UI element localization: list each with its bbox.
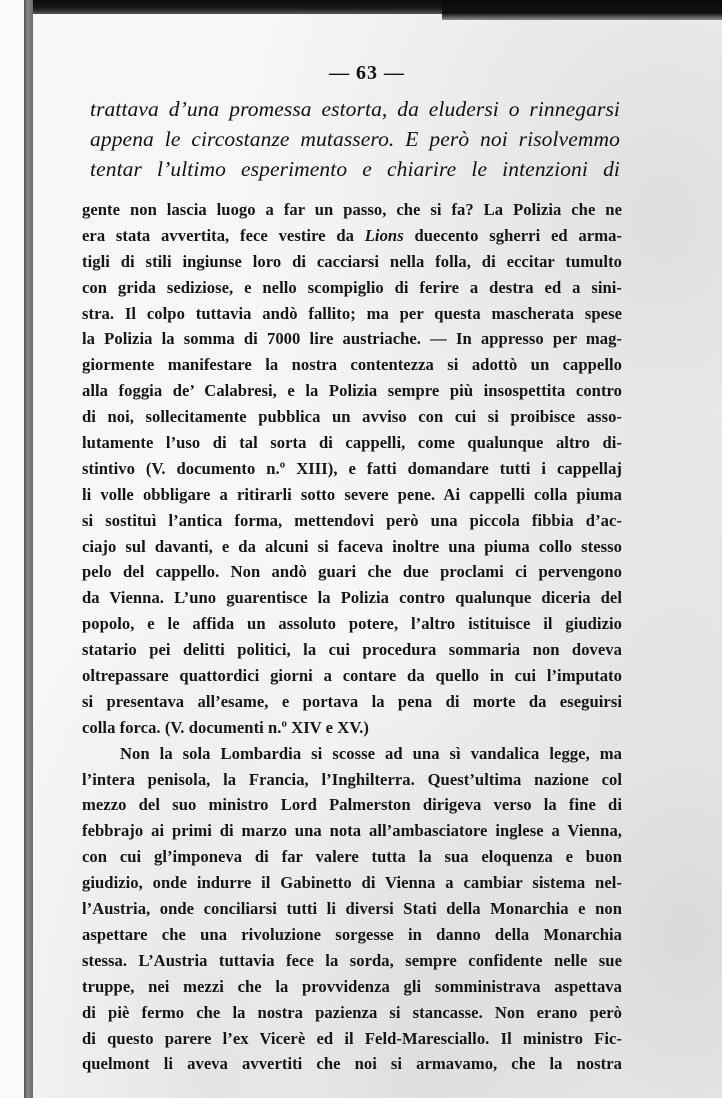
body-line: stintivo (V. documento n.º XIII), e fatti domandare tutti i cappellaj — [82, 458, 622, 478]
body-line: febbrajo ai primi di marzo una nota all’ambasciatore inglese a Vienna, — [82, 821, 622, 841]
italic-term: Lions — [364, 225, 404, 245]
body-text — [82, 197, 622, 1077]
body-line: di questo parere l’ex Vicerè ed il Feld-Maresciallo. Il ministro Fic- — [82, 1028, 622, 1048]
body-line: quelmont li aveva avvertiti che noi si armavamo, che la nostra — [82, 1054, 622, 1074]
body-line: colla forca. (V. documenti n.º XIV e XV.) — [82, 717, 370, 737]
body-line: la Polizia la somma di 7000 lire austriache. — In appresso per mag- — [82, 329, 622, 349]
body-line: statario pei delitti politici, la cui procedura sommaria non doveva — [82, 640, 622, 660]
body-line: stra. Il colpo tuttavia andò fallito; ma per questa mascherata spese — [82, 303, 622, 323]
body-line: si sostituì l’antica forma, mettendovi però una piccola fibbia d’ac- — [82, 510, 622, 530]
italic-passage — [90, 94, 620, 184]
body-line: truppe, nei mezzi che la provvidenza gli somministrava aspettava — [82, 976, 622, 996]
italic-line: trattava d’una promessa estorta, da eludersi o rinnegarsi — [90, 97, 620, 121]
body-line: alla foggia de’ Calabresi, e la Polizia sempre più insospettita contro — [82, 381, 622, 401]
body-line: mezzo del suo ministro Lord Palmerston dirigeva verso la fine di — [82, 795, 622, 815]
body-line: era stata avvertita, fece vestire da Lions duecento sgherri ed arma- — [82, 225, 622, 245]
body-line: l’Austria, onde conciliarsi tutti li diversi Stati della Monarchia e non — [82, 899, 622, 919]
scan-left-margin — [0, 0, 24, 1098]
body-line: giudizio, onde indurre il Gabinetto di Vienna a cambiar sistema nel- — [82, 873, 622, 893]
body-line: giormente manifestare la nostra contentezza si adottò un cappello — [82, 355, 622, 375]
scan-top-border — [0, 0, 722, 14]
body-line: si presentava all’esame, e portava la pena di morte da eseguirsi — [82, 691, 622, 711]
body-line: pelo del cappello. Non andò guari che due proclami ci pervengono — [82, 562, 622, 582]
body-line: di noi, sollecitamente pubblica un avviso con cui si proibisce asso- — [82, 407, 622, 427]
body-line: gente non lascia luogo a far un passo, che si fa? La Polizia che ne — [82, 200, 622, 219]
italic-line: appena le circostanze mutassero. E però noi risolvemmo — [90, 127, 620, 151]
book-spine-shadow — [24, 0, 33, 1098]
body-line: ciajo sul davanti, e da alcuni si faceva inoltre una piuma collo stesso — [82, 536, 622, 556]
body-line: li volle obbligare a ritirarli sotto severe pene. Ai cappelli colla piuma — [82, 484, 622, 504]
italic-line: tentar l’ultimo esperimento e chiarire le intenzioni di — [90, 157, 620, 181]
body-line: l’intera penisola, la Francia, l’Inghilterra. Quest’ultima nazione col — [82, 769, 622, 789]
body-line: lutamente l’uso di tal sorta di cappelli, come qualunque altro di- — [82, 433, 622, 453]
body-line: da Vienna. L’uno guarentisce la Polizia contro qualunque diceria del — [82, 588, 622, 608]
body-line: oltrepassare quattordici giorni a contare da quello in cui l’imputato — [82, 666, 622, 686]
paragraph-first-line: Non la sola Lombardia si scosse ad una sì vandalica legge, ma — [120, 743, 622, 763]
body-line: con cui gl’imponeva di far valere tutta la sua eloquenza e buon — [82, 847, 622, 867]
body-line: stessa. L’Austria tuttavia fece la sorda, sempre confidente nelle sue — [82, 950, 622, 970]
body-line: aspettare che una rivoluzione sorgesse in danno della Monarchia — [82, 924, 622, 944]
page-number: — 63 — — [329, 62, 405, 84]
body-line: di piè fermo che la nostra pazienza si stancasse. Non erano però — [82, 1002, 622, 1022]
body-line: con grida sediziose, e nello scompiglio di ferire a destra ed a sini- — [82, 277, 622, 297]
body-line: popolo, e le affida un assoluto potere, l’altro istituisce il giudizio — [82, 614, 622, 634]
body-line: tigli di stili ingiunse loro di cacciarsi nella folla, di eccitar tumulto — [82, 251, 622, 271]
